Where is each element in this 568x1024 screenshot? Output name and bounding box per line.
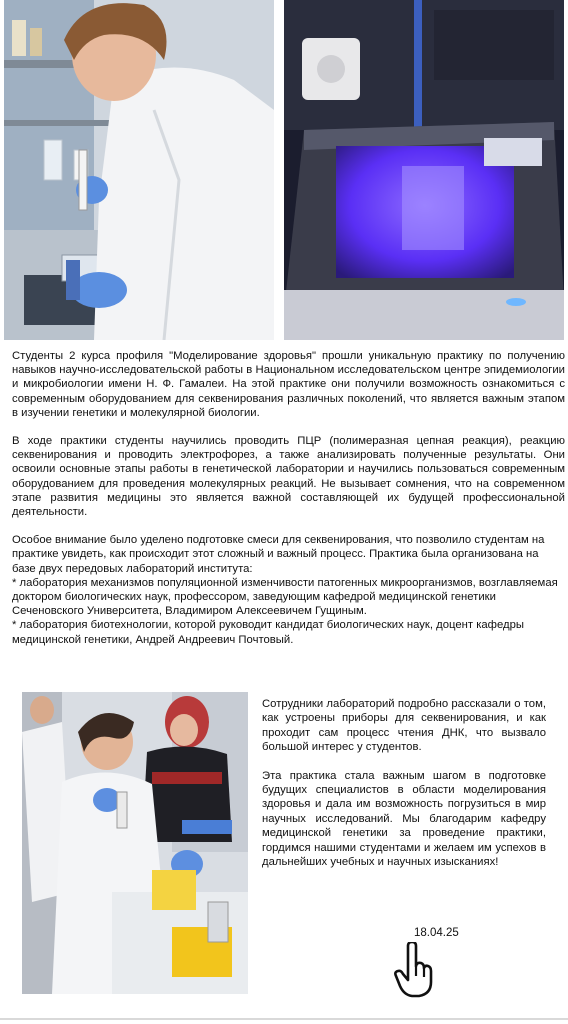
lab-item-1: * лаборатория механизмов популяционной изменчивости патогенных микроорганизмов, возглавляемая доктором биологических наук, профессором, заведующим кафедрой медицинской генетики Сеченовского Университета, Владимиром Алексеевичем Гущиным. [12, 576, 558, 618]
lab-item-2: * лаборатория биотехнологии, которой руководит кандидат биологических наук, доцент кафедры медицинской генетики, Андрей Андреевич Почтовый. [12, 619, 524, 646]
side-column [262, 697, 546, 883]
article-paragraph-3 [12, 533, 565, 647]
photo-uv-transilluminator [284, 0, 564, 340]
article-paragraph-3-intro: Особое внимание было уделено подготовке смеси для секвенирования, что позволило студентам на практике увидеть, как происходит этот сложный и важный процесс. Практика была организована на базе двух передовых лабораторий института: [12, 534, 545, 575]
pointing-hand-icon[interactable] [394, 942, 434, 998]
page-bottom-divider [0, 1018, 568, 1020]
photo-students-lab [22, 692, 248, 994]
article-paragraph-1: Студенты 2 курса профиля "Моделирование здоровья" прошли уникальную практику по получению навыков научно-исследовательской работы в Национальном исследовательском центре эпидемиологии и микробиологии имени Н. Ф. Гамалеи. На этой практике они получили возможность ознакомиться с современным оборудованием для секвенирования различных поколений, что является важным этапом в изучении генетики и молекулярной биологии. [12, 350, 565, 419]
side-paragraph-1: Сотрудники лабораторий подробно рассказали о том, как устроены приборы для секвенирования, и как проходит сам процесс чтения ДНК, что вызвало большой интерес у студентов. [262, 698, 546, 754]
article-paragraph-2: В ходе практики студенты научились проводить ПЦР (полимеразная цепная реакция), реакцию секвенирования и проводить электрофорез, а также анализировать полученные результаты. Они освоили основные этапы работы в генетической лаборатории и научились пользоваться современным оборудованием для проведения молекулярных реакций. Не вызывает сомнения, что на современном этапе развития медицины это является важной составляющей их будущей профессиональной деятельности. [12, 435, 565, 519]
article-body [12, 349, 565, 661]
publication-date: 18.04.25 [414, 927, 459, 939]
photo-student-pipetting [4, 0, 274, 340]
side-paragraph-2: Эта практика стала важным шагом в подготовке будущих специалистов в области моделирования здоровья и дала им возможность погрузиться в мир научных исследований. Мы благодарим кафедру медицинской генетики за проведение практики, гордимся нашими студентами и желаем им успехов в дальнейших учебных и научных изысканиях! [262, 769, 546, 869]
